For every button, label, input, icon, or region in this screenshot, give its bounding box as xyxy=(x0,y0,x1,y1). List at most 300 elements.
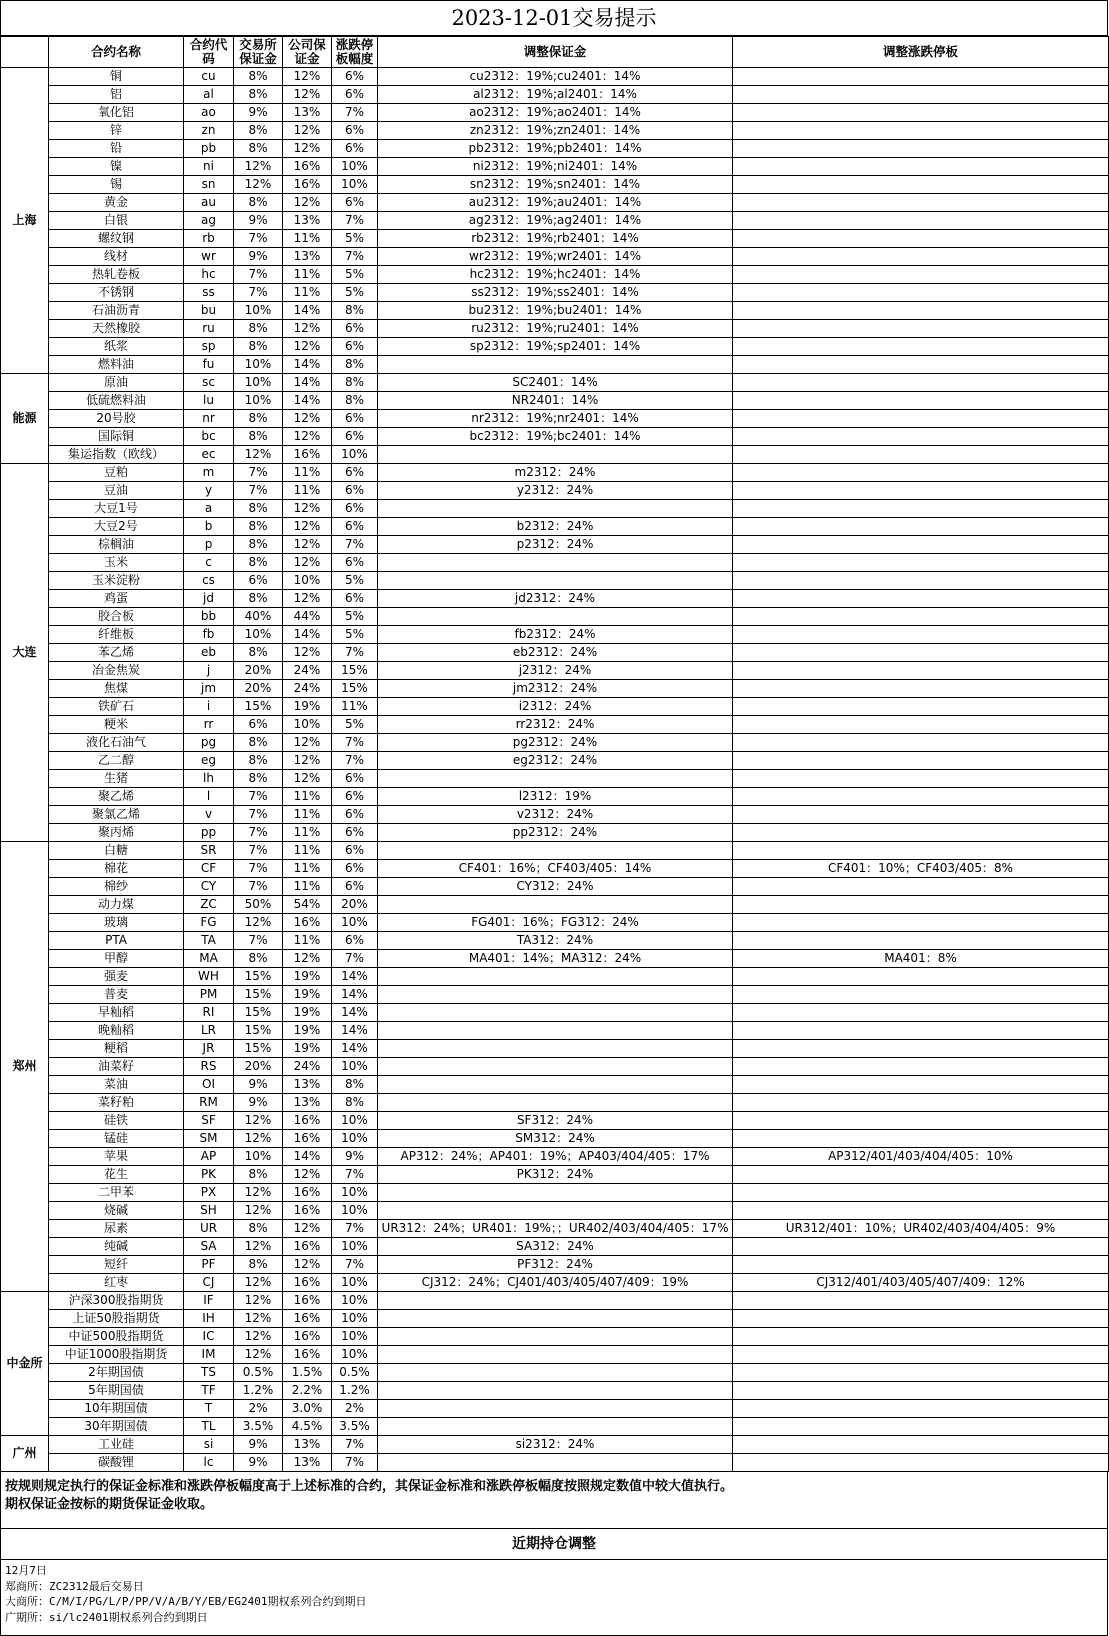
adjusted-limit-cell xyxy=(733,1076,1109,1094)
exchange-margin-cell: 20% xyxy=(234,1058,283,1076)
contract-name-cell: 棉纱 xyxy=(49,878,184,896)
contract-name-cell: 普麦 xyxy=(49,986,184,1004)
exchange-margin-cell: 7% xyxy=(234,860,283,878)
adjusted-limit-cell xyxy=(733,914,1109,932)
price-limit-cell: 2% xyxy=(332,1400,378,1418)
contract-code-cell: SF xyxy=(184,1112,234,1130)
contract-name-cell: 铁矿石 xyxy=(49,698,184,716)
company-margin-cell: 2.2% xyxy=(283,1382,332,1400)
contract-name-cell: 20号胶 xyxy=(49,410,184,428)
exchange-margin-cell: 8% xyxy=(234,1166,283,1184)
recent-adjustment-line: 郑商所：ZC2312最后交易日 xyxy=(5,1579,144,1593)
adjusted-margin-cell xyxy=(378,446,733,464)
adjusted-margin-cell: SF312：24% xyxy=(378,1112,733,1130)
contract-code-cell: CJ xyxy=(184,1274,234,1292)
table-row xyxy=(1,1238,1109,1256)
contract-name-cell: 低硫燃料油 xyxy=(49,392,184,410)
header-price-limit: 涨跌停板幅度 xyxy=(332,37,378,68)
adjusted-margin-cell: ru2312：19%;ru2401：14% xyxy=(378,320,733,338)
contract-code-cell: IM xyxy=(184,1346,234,1364)
price-limit-cell: 10% xyxy=(332,176,378,194)
exchange-margin-cell: 9% xyxy=(234,1436,283,1454)
price-limit-cell: 6% xyxy=(332,140,378,158)
company-margin-cell: 16% xyxy=(283,1130,332,1148)
adjusted-margin-cell: TA312：24% xyxy=(378,932,733,950)
adjusted-margin-cell xyxy=(378,356,733,374)
contract-code-cell: pg xyxy=(184,734,234,752)
adjusted-limit-cell xyxy=(733,986,1109,1004)
exchange-margin-cell: 3.5% xyxy=(234,1418,283,1436)
price-limit-cell: 5% xyxy=(332,284,378,302)
price-limit-cell: 5% xyxy=(332,572,378,590)
company-margin-cell: 12% xyxy=(283,68,332,86)
adjusted-margin-cell: au2312：19%;au2401：14% xyxy=(378,194,733,212)
price-limit-cell: 15% xyxy=(332,680,378,698)
table-row xyxy=(1,230,1109,248)
exchange-margin-cell: 15% xyxy=(234,986,283,1004)
company-margin-cell: 11% xyxy=(283,842,332,860)
exchange-margin-cell: 7% xyxy=(234,788,283,806)
contract-code-cell: TL xyxy=(184,1418,234,1436)
adjusted-margin-cell: FG401：16%；FG312：24% xyxy=(378,914,733,932)
adjusted-margin-cell xyxy=(378,1310,733,1328)
contract-name-cell: 铅 xyxy=(49,140,184,158)
price-limit-cell: 6% xyxy=(332,410,378,428)
exchange-margin-cell: 7% xyxy=(234,806,283,824)
company-margin-cell: 16% xyxy=(283,158,332,176)
exchange-margin-cell: 15% xyxy=(234,1022,283,1040)
table-row xyxy=(1,86,1109,104)
price-limit-cell: 7% xyxy=(332,1436,378,1454)
exchange-margin-cell: 7% xyxy=(234,842,283,860)
contract-code-cell: RM xyxy=(184,1094,234,1112)
company-margin-cell: 13% xyxy=(283,212,332,230)
contract-name-cell: 动力煤 xyxy=(49,896,184,914)
price-limit-cell: 7% xyxy=(332,752,378,770)
company-margin-cell: 11% xyxy=(283,878,332,896)
contract-name-cell: 国际铜 xyxy=(49,428,184,446)
adjusted-margin-cell xyxy=(378,896,733,914)
contract-name-cell: 玻璃 xyxy=(49,914,184,932)
table-row xyxy=(1,554,1109,572)
contract-name-cell: 聚丙烯 xyxy=(49,824,184,842)
exchange-margin-cell: 10% xyxy=(234,392,283,410)
adjusted-limit-cell xyxy=(733,410,1109,428)
price-limit-cell: 6% xyxy=(332,338,378,356)
contract-name-cell: 焦煤 xyxy=(49,680,184,698)
price-limit-cell: 6% xyxy=(332,122,378,140)
contract-code-cell: SH xyxy=(184,1202,234,1220)
adjusted-margin-cell: pg2312：24% xyxy=(378,734,733,752)
exchange-margin-cell: 6% xyxy=(234,572,283,590)
adjusted-limit-cell xyxy=(733,752,1109,770)
adjusted-limit-cell xyxy=(733,590,1109,608)
company-margin-cell: 11% xyxy=(283,932,332,950)
company-margin-cell: 54% xyxy=(283,896,332,914)
contract-code-cell: ao xyxy=(184,104,234,122)
price-limit-cell: 7% xyxy=(332,1454,378,1472)
contract-code-cell: p xyxy=(184,536,234,554)
adjusted-limit-cell xyxy=(733,338,1109,356)
company-margin-cell: 12% xyxy=(283,536,332,554)
price-limit-cell: 15% xyxy=(332,662,378,680)
price-limit-cell: 7% xyxy=(332,212,378,230)
table-row xyxy=(1,770,1109,788)
adjusted-limit-cell xyxy=(733,1004,1109,1022)
table-row xyxy=(1,248,1109,266)
exchange-margin-cell: 10% xyxy=(234,626,283,644)
contract-code-cell: cu xyxy=(184,68,234,86)
price-limit-cell: 10% xyxy=(332,446,378,464)
contract-name-cell: 中证1000股指期货 xyxy=(49,1346,184,1364)
contract-name-cell: 红枣 xyxy=(49,1274,184,1292)
contract-name-cell: 上证50股指期货 xyxy=(49,1310,184,1328)
contract-code-cell: pp xyxy=(184,824,234,842)
company-margin-cell: 19% xyxy=(283,1040,332,1058)
price-limit-cell: 14% xyxy=(332,1004,378,1022)
contract-name-cell: 氧化铝 xyxy=(49,104,184,122)
contract-name-cell: 纯碱 xyxy=(49,1238,184,1256)
company-margin-cell: 11% xyxy=(283,860,332,878)
contract-code-cell: fu xyxy=(184,356,234,374)
adjusted-limit-cell xyxy=(733,500,1109,518)
adjusted-margin-cell: CY312：24% xyxy=(378,878,733,896)
price-limit-cell: 6% xyxy=(332,842,378,860)
contract-code-cell: bu xyxy=(184,302,234,320)
contract-name-cell: 豆油 xyxy=(49,482,184,500)
contract-code-cell: ru xyxy=(184,320,234,338)
adjusted-limit-cell xyxy=(733,698,1109,716)
adjusted-limit-cell xyxy=(733,536,1109,554)
table-row xyxy=(1,446,1109,464)
table-row xyxy=(1,140,1109,158)
adjusted-margin-cell: AP312：24%；AP401：19%；AP403/404/405：17% xyxy=(378,1148,733,1166)
table-row xyxy=(1,194,1109,212)
contract-code-cell: zn xyxy=(184,122,234,140)
contract-code-cell: LR xyxy=(184,1022,234,1040)
price-limit-cell: 3.5% xyxy=(332,1418,378,1436)
exchange-margin-cell: 8% xyxy=(234,500,283,518)
contract-code-cell: sp xyxy=(184,338,234,356)
price-limit-cell: 0.5% xyxy=(332,1364,378,1382)
adjusted-margin-cell: rr2312：24% xyxy=(378,716,733,734)
recent-adjustment-list xyxy=(0,1560,1108,1636)
sheet-title: 2023-12-01交易提示 xyxy=(0,0,1108,36)
adjusted-limit-cell xyxy=(733,1436,1109,1454)
company-margin-cell: 44% xyxy=(283,608,332,626)
adjusted-limit-cell xyxy=(733,1202,1109,1220)
contract-name-cell: 线材 xyxy=(49,248,184,266)
price-limit-cell: 6% xyxy=(332,518,378,536)
contract-name-cell: 白糖 xyxy=(49,842,184,860)
adjusted-margin-cell: cu2312：19%;cu2401：14% xyxy=(378,68,733,86)
adjusted-limit-cell xyxy=(733,140,1109,158)
adjusted-margin-cell xyxy=(378,1418,733,1436)
adjusted-margin-cell: PF312：24% xyxy=(378,1256,733,1274)
contract-code-cell: SR xyxy=(184,842,234,860)
exchange-margin-cell: 15% xyxy=(234,698,283,716)
price-limit-cell: 9% xyxy=(332,1148,378,1166)
adjusted-limit-cell xyxy=(733,608,1109,626)
table-row xyxy=(1,500,1109,518)
adjusted-margin-cell: eb2312：24% xyxy=(378,644,733,662)
adjusted-limit-cell xyxy=(733,1238,1109,1256)
contract-code-cell: PM xyxy=(184,986,234,1004)
company-margin-cell: 12% xyxy=(283,644,332,662)
company-margin-cell: 24% xyxy=(283,1058,332,1076)
table-row xyxy=(1,1400,1109,1418)
contract-name-cell: 锌 xyxy=(49,122,184,140)
table-row xyxy=(1,1094,1109,1112)
contract-name-cell: 大豆2号 xyxy=(49,518,184,536)
exchange-margin-cell: 8% xyxy=(234,194,283,212)
adjusted-limit-cell xyxy=(733,1130,1109,1148)
company-margin-cell: 14% xyxy=(283,302,332,320)
exchange-margin-cell: 8% xyxy=(234,518,283,536)
adjusted-margin-cell: eg2312：24% xyxy=(378,752,733,770)
adjusted-limit-cell xyxy=(733,374,1109,392)
price-limit-cell: 10% xyxy=(332,1130,378,1148)
company-margin-cell: 12% xyxy=(283,194,332,212)
price-limit-cell: 10% xyxy=(332,1274,378,1292)
exchange-margin-cell: 8% xyxy=(234,950,283,968)
company-margin-cell: 4.5% xyxy=(283,1418,332,1436)
contract-name-cell: 短纤 xyxy=(49,1256,184,1274)
exchange-margin-cell: 12% xyxy=(234,446,283,464)
table-row xyxy=(1,590,1109,608)
table-row xyxy=(1,806,1109,824)
adjusted-limit-cell xyxy=(733,320,1109,338)
price-limit-cell: 14% xyxy=(332,968,378,986)
company-margin-cell: 14% xyxy=(283,392,332,410)
exchange-margin-cell: 7% xyxy=(234,878,283,896)
contract-name-cell: 沪深300股指期货 xyxy=(49,1292,184,1310)
contract-name-cell: 不锈钢 xyxy=(49,284,184,302)
contract-code-cell: si xyxy=(184,1436,234,1454)
price-limit-cell: 20% xyxy=(332,896,378,914)
table-row xyxy=(1,788,1109,806)
contract-code-cell: T xyxy=(184,1400,234,1418)
contract-name-cell: 烧碱 xyxy=(49,1202,184,1220)
price-limit-cell: 6% xyxy=(332,68,378,86)
contract-name-cell: 中证500股指期货 xyxy=(49,1328,184,1346)
adjusted-limit-cell xyxy=(733,302,1109,320)
table-header-row xyxy=(1,37,1109,68)
company-margin-cell: 16% xyxy=(283,1346,332,1364)
adjusted-margin-cell: bu2312：19%;bu2401：14% xyxy=(378,302,733,320)
adjusted-margin-cell xyxy=(378,1076,733,1094)
company-margin-cell: 12% xyxy=(283,734,332,752)
table-row xyxy=(1,1076,1109,1094)
exchange-margin-cell: 8% xyxy=(234,1256,283,1274)
adjusted-limit-cell: AP312/401/403/404/405：10% xyxy=(733,1148,1109,1166)
adjusted-margin-cell: bc2312：19%;bc2401：14% xyxy=(378,428,733,446)
table-row xyxy=(1,104,1109,122)
adjusted-limit-cell xyxy=(733,446,1109,464)
exchange-margin-cell: 7% xyxy=(234,464,283,482)
company-margin-cell: 12% xyxy=(283,428,332,446)
contract-name-cell: 液化石油气 xyxy=(49,734,184,752)
company-margin-cell: 16% xyxy=(283,914,332,932)
price-limit-cell: 10% xyxy=(332,1112,378,1130)
contract-code-cell: SA xyxy=(184,1238,234,1256)
adjusted-limit-cell xyxy=(733,788,1109,806)
price-limit-cell: 14% xyxy=(332,986,378,1004)
company-margin-cell: 12% xyxy=(283,86,332,104)
adjusted-limit-cell xyxy=(733,104,1109,122)
adjusted-limit-cell xyxy=(733,464,1109,482)
contract-code-cell: ec xyxy=(184,446,234,464)
table-row xyxy=(1,662,1109,680)
company-margin-cell: 13% xyxy=(283,1094,332,1112)
company-margin-cell: 11% xyxy=(283,464,332,482)
recent-adjustment-line: 广期所：si/lc2401期权系列合约到期日 xyxy=(5,1610,208,1624)
contract-code-cell: PK xyxy=(184,1166,234,1184)
table-row xyxy=(1,698,1109,716)
exchange-margin-cell: 9% xyxy=(234,1076,283,1094)
company-margin-cell: 16% xyxy=(283,1292,332,1310)
price-limit-cell: 7% xyxy=(332,1166,378,1184)
exchange-margin-cell: 7% xyxy=(234,230,283,248)
exchange-margin-cell: 9% xyxy=(234,248,283,266)
company-margin-cell: 13% xyxy=(283,1076,332,1094)
contract-code-cell: nr xyxy=(184,410,234,428)
table-row xyxy=(1,1382,1109,1400)
price-limit-cell: 7% xyxy=(332,644,378,662)
contract-code-cell: UR xyxy=(184,1220,234,1238)
contract-name-cell: 苹果 xyxy=(49,1148,184,1166)
adjusted-limit-cell: CJ312/401/403/405/407/409：12% xyxy=(733,1274,1109,1292)
exchange-margin-cell: 8% xyxy=(234,752,283,770)
contract-name-cell: 锡 xyxy=(49,176,184,194)
adjusted-margin-cell xyxy=(378,1364,733,1382)
company-margin-cell: 12% xyxy=(283,590,332,608)
adjusted-margin-cell: SC2401：14% xyxy=(378,374,733,392)
adjusted-limit-cell xyxy=(733,1184,1109,1202)
price-limit-cell: 14% xyxy=(332,1040,378,1058)
exchange-margin-cell: 8% xyxy=(234,122,283,140)
adjusted-limit-cell xyxy=(733,266,1109,284)
exchange-label: 广州 xyxy=(1,1436,49,1472)
exchange-margin-cell: 8% xyxy=(234,1220,283,1238)
adjusted-margin-cell xyxy=(378,554,733,572)
exchange-margin-cell: 12% xyxy=(234,1202,283,1220)
company-margin-cell: 11% xyxy=(283,788,332,806)
contract-name-cell: 大豆1号 xyxy=(49,500,184,518)
contract-code-cell: ag xyxy=(184,212,234,230)
price-limit-cell: 5% xyxy=(332,626,378,644)
exchange-margin-cell: 8% xyxy=(234,590,283,608)
exchange-margin-cell: 10% xyxy=(234,1148,283,1166)
adjusted-margin-cell: ao2312：19%;ao2401：14% xyxy=(378,104,733,122)
contract-code-cell: wr xyxy=(184,248,234,266)
price-limit-cell: 6% xyxy=(332,554,378,572)
adjusted-margin-cell: fb2312：24% xyxy=(378,626,733,644)
table-row xyxy=(1,752,1109,770)
contract-name-cell: 聚氯乙烯 xyxy=(49,806,184,824)
table-row xyxy=(1,266,1109,284)
company-margin-cell: 12% xyxy=(283,752,332,770)
exchange-margin-cell: 12% xyxy=(234,1328,283,1346)
adjusted-margin-cell: y2312：24% xyxy=(378,482,733,500)
adjusted-limit-cell xyxy=(733,392,1109,410)
company-margin-cell: 19% xyxy=(283,1004,332,1022)
company-margin-cell: 12% xyxy=(283,140,332,158)
price-limit-cell: 10% xyxy=(332,158,378,176)
contract-code-cell: a xyxy=(184,500,234,518)
header-exchange-margin: 交易所保证金 xyxy=(234,37,283,68)
table-row xyxy=(1,1310,1109,1328)
contract-name-cell: 工业硅 xyxy=(49,1436,184,1454)
price-limit-cell: 6% xyxy=(332,194,378,212)
adjusted-margin-cell: hc2312：19%;hc2401：14% xyxy=(378,266,733,284)
exchange-margin-cell: 12% xyxy=(234,1346,283,1364)
recent-adjustment-line: 大商所：C/M/I/PG/L/P/PP/V/A/B/Y/EB/EG2401期权系列合约到期日 xyxy=(5,1595,367,1608)
table-row xyxy=(1,680,1109,698)
contract-name-cell: 原油 xyxy=(49,374,184,392)
table-row xyxy=(1,392,1109,410)
price-limit-cell: 7% xyxy=(332,248,378,266)
contract-code-cell: FG xyxy=(184,914,234,932)
adjusted-margin-cell xyxy=(378,1292,733,1310)
company-margin-cell: 16% xyxy=(283,446,332,464)
adjusted-margin-cell: NR2401：14% xyxy=(378,392,733,410)
table-row xyxy=(1,464,1109,482)
contract-code-cell: JR xyxy=(184,1040,234,1058)
company-margin-cell: 13% xyxy=(283,104,332,122)
contract-code-cell: rr xyxy=(184,716,234,734)
adjusted-margin-cell xyxy=(378,500,733,518)
adjusted-margin-cell: jd2312：24% xyxy=(378,590,733,608)
recent-adjustment-title: 近期持仓调整 xyxy=(0,1529,1108,1560)
table-row xyxy=(1,734,1109,752)
price-limit-cell: 5% xyxy=(332,266,378,284)
contract-name-cell: 聚乙烯 xyxy=(49,788,184,806)
company-margin-cell: 19% xyxy=(283,986,332,1004)
exchange-margin-cell: 6% xyxy=(234,716,283,734)
contract-name-cell: 玉米淀粉 xyxy=(49,572,184,590)
contract-code-cell: OI xyxy=(184,1076,234,1094)
contract-code-cell: l xyxy=(184,788,234,806)
table-row xyxy=(1,1058,1109,1076)
adjusted-margin-cell xyxy=(378,1094,733,1112)
contract-code-cell: ss xyxy=(184,284,234,302)
company-margin-cell: 19% xyxy=(283,968,332,986)
contract-name-cell: 玉米 xyxy=(49,554,184,572)
price-limit-cell: 8% xyxy=(332,302,378,320)
adjusted-margin-cell: al2312：19%;al2401：14% xyxy=(378,86,733,104)
exchange-margin-cell: 10% xyxy=(234,302,283,320)
table-row xyxy=(1,1040,1109,1058)
exchange-margin-cell: 1.2% xyxy=(234,1382,283,1400)
contract-code-cell: b xyxy=(184,518,234,536)
table-row xyxy=(1,842,1109,860)
price-limit-cell: 10% xyxy=(332,1058,378,1076)
adjusted-limit-cell xyxy=(733,212,1109,230)
table-row xyxy=(1,1364,1109,1382)
adjusted-limit-cell xyxy=(733,230,1109,248)
exchange-margin-cell: 8% xyxy=(234,68,283,86)
rules-note-line: 按规则规定执行的保证金标准和涨跌停板幅度高于上述标准的合约，其保证金标准和涨跌停板幅度按照规定数值中较大值执行。 xyxy=(5,1479,734,1494)
adjusted-margin-cell: SA312：24% xyxy=(378,1238,733,1256)
company-margin-cell: 10% xyxy=(283,572,332,590)
company-margin-cell: 16% xyxy=(283,1274,332,1292)
company-margin-cell: 11% xyxy=(283,482,332,500)
contract-name-cell: 热轧卷板 xyxy=(49,266,184,284)
price-limit-cell: 10% xyxy=(332,914,378,932)
exchange-margin-cell: 12% xyxy=(234,1292,283,1310)
exchange-margin-cell: 20% xyxy=(234,680,283,698)
